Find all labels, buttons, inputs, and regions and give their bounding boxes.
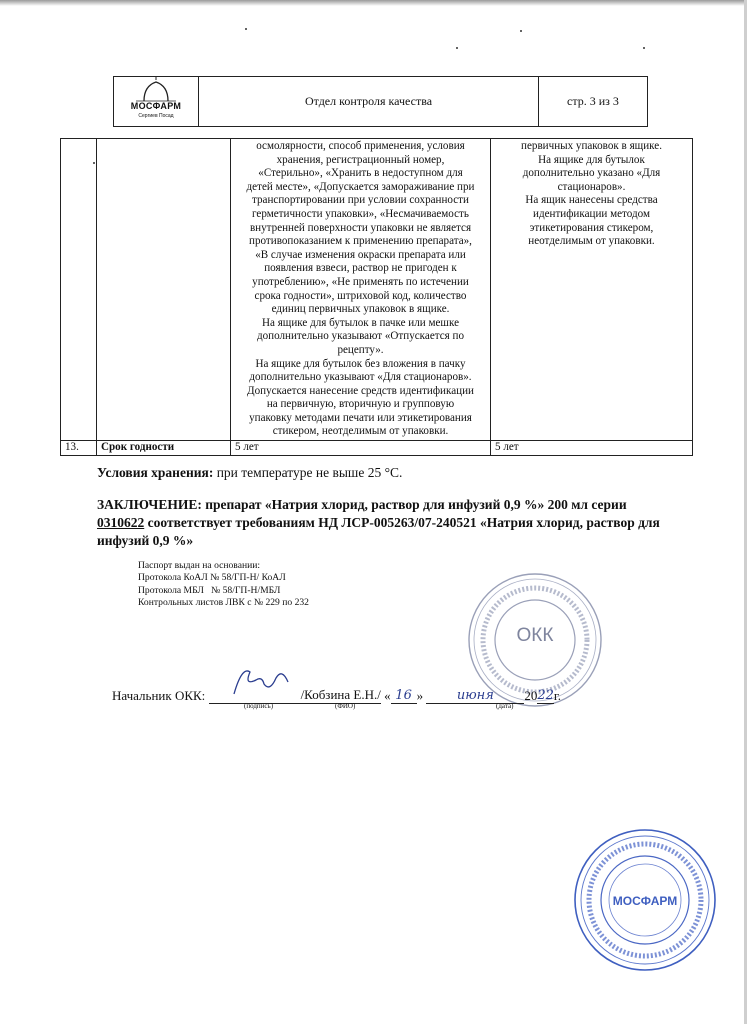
page-number: стр. 3 из 3 [567, 94, 619, 108]
result-cell: 5 лет [491, 441, 693, 456]
organization-seal [570, 825, 720, 975]
batch-number: 0310622 [97, 515, 145, 530]
spec-line: срока годности», штриховой код, количество [254, 289, 467, 302]
result-line: первичных упаковок в ящике. [521, 140, 662, 152]
spec-line: употреблению», «Не применять по истечении [252, 275, 469, 288]
signature-role: Начальник ОКК: [112, 688, 206, 703]
caption-signature: (подпись) [244, 702, 274, 710]
scan-edge-top [0, 0, 747, 6]
seal-text: МОСФАРМ [612, 894, 678, 908]
spec-cell [231, 139, 491, 441]
spec-line: детей месте», «Допускается замораживание при [246, 180, 475, 193]
date-year-end: г. [553, 688, 561, 703]
result-line: этикетирования стикером, [529, 221, 654, 234]
scan-speck [245, 28, 247, 30]
company-logo [114, 77, 199, 126]
spec-line: стикером, неотделимым от упаковки. [272, 425, 449, 438]
basis-title: Паспорт выдан на основании: [138, 560, 261, 571]
row-name-cell [97, 139, 231, 441]
result-line: На ящике для бутылок [538, 153, 645, 166]
caption-date: (дата) [496, 702, 514, 710]
spec-line: На ящике для бутылок в пачке или мешке [262, 316, 459, 329]
spec-cell: 5 лет [231, 441, 491, 456]
conclusion-label: ЗАКЛЮЧЕНИЕ: [97, 497, 202, 512]
logo-text: МОСФАРМ [130, 101, 182, 111]
spec-line: упаковку методами печати или этикетирования [249, 411, 472, 424]
spec-line: единиц первичных упаковок в ящике. [271, 303, 450, 316]
date-year-prefix: 20 [524, 688, 538, 703]
spec-line: осмолярности, способ применения, условия [256, 140, 465, 152]
row-number-cell [61, 139, 97, 441]
conclusion-text: препарат «Натрия хлорид, раствор для инфузий 0,9 %» 200 мл серии [205, 497, 627, 512]
result-line: идентификации методом [533, 207, 650, 220]
date-quote-open: « [384, 688, 391, 703]
table-row [61, 441, 693, 456]
table-row [61, 139, 693, 441]
spec-line: дополнительно указывают «Для стационаров». [249, 371, 472, 384]
spec-line: Допускается нанесение средств идентификации [247, 384, 474, 397]
spec-line: «Стерильно», «Хранить в недоступном для [258, 167, 463, 180]
spec-line: дополнительно указывают «Отпускается по [256, 330, 465, 343]
spec-line: появления взвеси, раствор не пригоден к [264, 262, 457, 275]
date-quote-close: » [416, 688, 424, 703]
scan-speck [456, 47, 458, 49]
result-line: стационаров». [557, 180, 626, 193]
result-line: дополнительно указано «Для [522, 167, 661, 180]
date-month: июня [426, 688, 524, 704]
signatory-name: /Кобзина Е.Н./ [300, 687, 381, 702]
row-number-cell: 13. [61, 441, 97, 456]
storage-conditions [97, 465, 402, 481]
spec-line: противопоказанием к применению препарата», [249, 235, 472, 248]
issue-basis [138, 560, 309, 609]
scan-speck [643, 47, 645, 49]
result-line: На ящик нанесены средства [525, 194, 658, 207]
conclusion [97, 496, 667, 550]
date-year-suffix: 22 [537, 688, 554, 703]
spec-line: внутренней поверхности упаковки не является [249, 221, 472, 234]
row-name-cell: Срок годности [97, 441, 231, 456]
spec-line: «В случае изменения окраски препарата или [255, 248, 466, 261]
spec-line: хранения, регистрационный номер, [276, 153, 445, 166]
result-cell [491, 139, 693, 441]
spec-line: На ящике для бутылок без вложения в пачку [255, 357, 466, 370]
caption-fio: (ФИО) [335, 702, 356, 710]
basis-line: Контрольных листов ЛВК с № 229 по 232 [138, 596, 309, 608]
department-title: Отдел контроля качества [199, 77, 539, 126]
storage-value: при температуре не выше 25 °С. [216, 465, 403, 480]
logo-subtext: Сергиев Посад [138, 113, 174, 119]
basis-line: Протокола МБЛ № 58/ГП-Н/МБЛ [138, 584, 281, 596]
spec-line: рецепту». [337, 343, 384, 356]
conclusion-text-2: соответствует требованиям НД ЛСР-005263/07-240521 «Натрия хлорид, раствор для инфузий 0,9 %» [97, 515, 660, 548]
date-day: 16 [391, 688, 417, 704]
basis-line: Протокола КоАЛ № 58/ГП-Н/ КоАЛ [138, 572, 286, 584]
handwritten-signature [228, 664, 298, 698]
spec-line: на первичную, вторичную и групповую [266, 398, 455, 411]
result-line: неотделимым от упаковки. [528, 235, 655, 248]
specification-table [60, 138, 693, 456]
document-header [113, 76, 648, 127]
spec-line: герметичности упаковки», «Несмачиваемость [252, 207, 469, 220]
okk-stamp-text: ОКК [516, 625, 554, 646]
storage-label: Условия хранения: [97, 465, 214, 480]
scan-speck [520, 30, 522, 32]
spec-line: транспортировании при условии сохранности [252, 194, 469, 207]
